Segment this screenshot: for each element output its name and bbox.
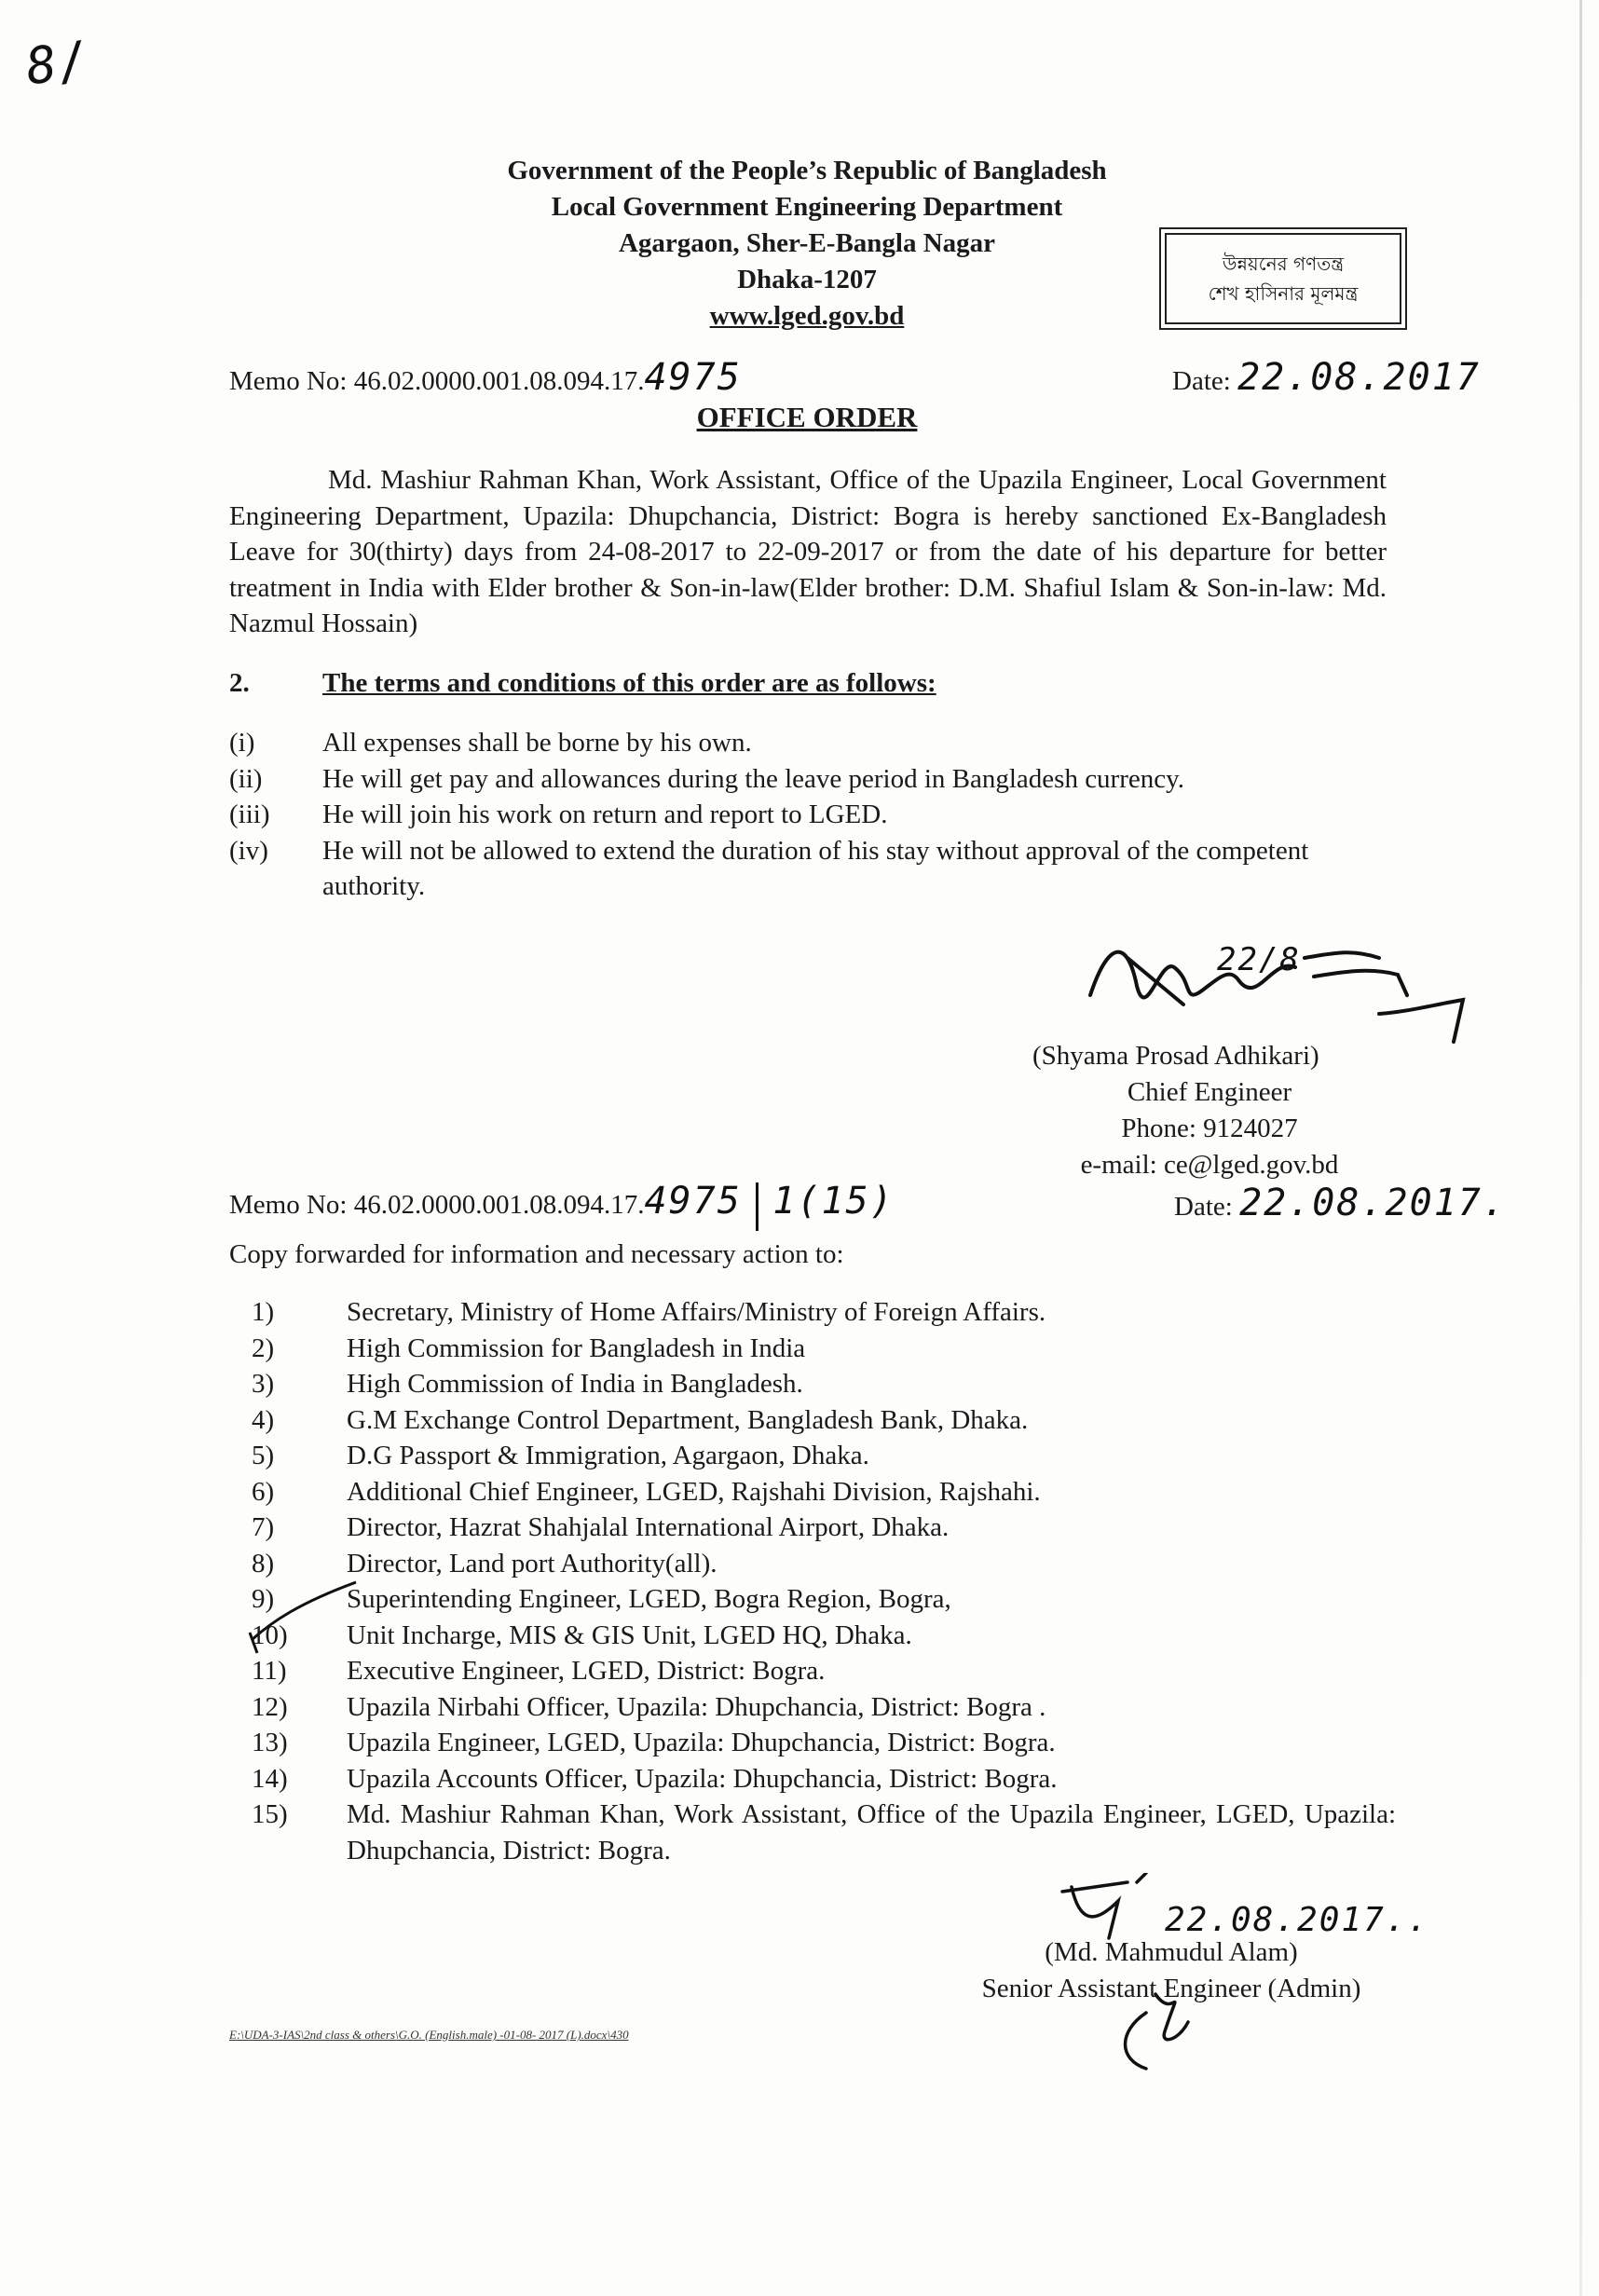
header-line-1: Government of the People’s Republic of Bangladesh — [507, 156, 1107, 185]
copy-forwarded-line: Copy forwarded for information and necessary action to: — [229, 1239, 844, 1269]
header-line-2: Local Government Engineering Department — [551, 192, 1063, 222]
list-number: 15) — [252, 1799, 288, 1829]
terms-list — [229, 725, 1394, 905]
list-text: High Commission of India in Bangladesh. — [347, 1369, 803, 1399]
slogan-box — [1159, 227, 1407, 330]
list-item — [252, 1366, 1396, 1402]
list-number: 14) — [252, 1763, 288, 1794]
memo-prefix: Memo No: 46.02.0000.001.08.094.17. — [229, 366, 645, 396]
list-number: 5) — [252, 1441, 275, 1470]
signatory-2-designation: Senior Assistant Engineer (Admin) — [981, 1974, 1361, 2003]
list-item — [252, 1725, 1396, 1761]
memo-handwritten-number: 4975 — [644, 356, 742, 399]
scan-edge — [1579, 0, 1582, 2296]
section-heading: The terms and conditions of this order are as follows: — [322, 668, 936, 698]
slogan-line-1: উন্নয়নের গণতন্ত্র — [1222, 253, 1345, 275]
distribution-list — [252, 1294, 1396, 1868]
date-label: Date: — [1174, 1192, 1233, 1222]
signature-2-handwritten-date: 22.08.2017.. — [1165, 1901, 1430, 1939]
list-number: 8) — [252, 1548, 275, 1578]
term-text: All expenses shall be borne by his own. — [322, 728, 752, 758]
section-number: 2. — [229, 668, 250, 698]
memo-date-1 — [1172, 356, 1481, 399]
term-number: (ii) — [229, 763, 263, 794]
list-item — [252, 1402, 1396, 1439]
list-item — [252, 1294, 1396, 1331]
list-number: 9) — [252, 1584, 275, 1614]
memo-number-2 — [229, 1180, 895, 1231]
list-number: 13) — [252, 1728, 288, 1757]
list-text: High Commission for Bangladesh in India — [347, 1332, 806, 1363]
signatory-2-name: (Md. Mahmudul Alam) — [1045, 1937, 1298, 1967]
list-text: Director, Land port Authority(all). — [347, 1548, 718, 1578]
list-text: Unit Incharge, MIS & GIS Unit, LGED HQ, Dhaka. — [347, 1620, 912, 1650]
list-number: 3) — [252, 1369, 275, 1399]
list-item — [229, 797, 1394, 833]
list-text: Director, Hazrat Shahjalal International Airport, Dhaka. — [347, 1512, 950, 1542]
list-text: Md. Mashiur Rahman Khan, Work Assistant, Office of the Upazila Engineer, LGED, Upazila: Dhupchancia, District: Bogra. — [347, 1799, 1396, 1866]
list-item — [252, 1581, 1396, 1618]
pen-tick-mark — [244, 1575, 375, 1659]
list-item — [252, 1438, 1396, 1474]
list-number: 2) — [252, 1332, 275, 1363]
term-text: He will join his work on return and report to LGED. — [322, 800, 888, 829]
date-label: Date: — [1172, 366, 1231, 396]
list-text: D.G Passport & Immigration, Agargaon, Dhaka. — [347, 1441, 869, 1470]
list-number: 6) — [252, 1476, 275, 1507]
term-number: (iv) — [229, 835, 268, 866]
list-item — [229, 761, 1394, 798]
list-item — [252, 1546, 1396, 1582]
list-item — [252, 1653, 1396, 1689]
header-website: www.lged.gov.bd — [709, 301, 905, 331]
list-text: Superintending Engineer, LGED, Bogra Region, Bogra, — [347, 1584, 951, 1614]
body-paragraph: Md. Mashiur Rahman Khan, Work Assistant, Office of the Upazila Engineer, Local Government Engineering Department, Upazila: Dhupchancia, District: Bogra is hereby sanctioned Ex-Bangladesh Leave for 30(thirty) days from 24-08-2017 to 22-09-2017 or from the date of his departure for better treatment in India with Elder brother & Son-in-law(Elder brother: D.M. Shafiul Islam & Son-in-law: Md. Nazmul Hossain) — [229, 465, 1387, 638]
memo-number-1 — [229, 356, 742, 399]
signatory-1-email: e-mail: ce@lged.gov.bd — [1080, 1150, 1339, 1180]
list-text: Additional Chief Engineer, LGED, Rajshahi Division, Rajshahi. — [347, 1476, 1041, 1507]
signatory-1 — [1032, 1038, 1387, 1183]
list-text: Upazila Engineer, LGED, Upazila: Dhupchancia, District: Bogra. — [347, 1728, 1056, 1757]
list-number: 7) — [252, 1512, 275, 1542]
memo-handwritten-suffix: 1(15) — [772, 1180, 895, 1223]
list-number: 4) — [252, 1404, 275, 1435]
list-item — [229, 725, 1394, 761]
list-number: 10) — [252, 1620, 288, 1650]
list-number: 1) — [252, 1297, 275, 1327]
memo-date-2 — [1174, 1182, 1507, 1224]
list-text: Executive Engineer, LGED, District: Bogra. — [347, 1656, 826, 1686]
list-text: Secretary, Ministry of Home Affairs/Ministry of Foreign Affairs. — [347, 1297, 1046, 1327]
header-line-4: Dhaka-1207 — [737, 265, 877, 294]
list-item — [229, 833, 1394, 905]
list-item — [252, 1474, 1396, 1510]
signatory-1-name: (Shyama Prosad Adhikari) — [1032, 1041, 1319, 1071]
signatory-1-phone: Phone: 9124027 — [1121, 1114, 1298, 1143]
slogan-line-2: শেখ হাসিনার মূলমন্ত্র — [1208, 282, 1359, 305]
term-number: (i) — [229, 728, 255, 758]
document-title: OFFICE ORDER — [696, 401, 918, 433]
handwritten-date: 22.08.2017 — [1237, 356, 1481, 399]
margin-handwritten-note: 8/ — [21, 29, 95, 97]
list-text: G.M Exchange Control Department, Bangladesh Bank, Dhaka. — [347, 1404, 1029, 1435]
handwritten-divider — [756, 1182, 758, 1231]
list-item — [252, 1761, 1396, 1797]
memo-handwritten-number: 4975 — [644, 1180, 742, 1223]
list-number: 11) — [252, 1656, 287, 1686]
list-item — [252, 1510, 1396, 1546]
list-text: Upazila Accounts Officer, Upazila: Dhupchancia, District: Bogra. — [347, 1763, 1058, 1794]
list-item — [252, 1797, 1396, 1868]
list-item — [252, 1689, 1396, 1726]
list-text: Upazila Nirbahi Officer, Upazila: Dhupchancia, District: Bogra . — [347, 1691, 1046, 1722]
header-line-3: Agargaon, Sher-E-Bangla Nagar — [618, 228, 996, 258]
memo-prefix: Memo No: 46.02.0000.001.08.094.17. — [229, 1190, 645, 1220]
term-text: He will get pay and allowances during the leave period in Bangladesh currency. — [322, 763, 1184, 794]
list-number: 12) — [252, 1691, 288, 1722]
signatory-1-designation: Chief Engineer — [1127, 1077, 1292, 1107]
term-number: (iii) — [229, 800, 270, 829]
list-item — [252, 1618, 1396, 1654]
term-text: He will not be allowed to extend the duration of his stay without approval of the competent authority. — [322, 835, 1309, 901]
signatory-2 — [952, 1934, 1390, 2007]
handwritten-date: 22.08.2017. — [1239, 1182, 1507, 1224]
list-item — [252, 1331, 1396, 1367]
signature-1-handwritten-date: 22/8 — [1217, 941, 1301, 978]
file-path-footer: E:\UDA-3-IAS\2nd class & others\G.O. (English.male) -01-08- 2017 (L).docx\430 — [229, 2028, 629, 2042]
